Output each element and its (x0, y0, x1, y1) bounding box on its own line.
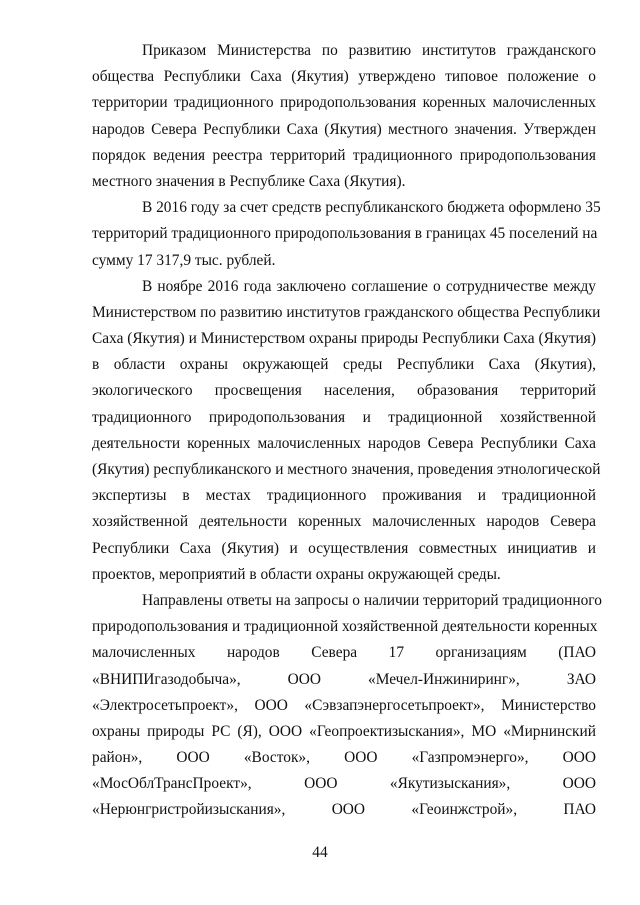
text-line: охраны природы РС (Я), ООО «Геопроектизыскания», МО «Мирнинский (92, 722, 596, 740)
text-line: В ноябре 2016 года заключено соглашение о сотрудничестве между (142, 277, 596, 295)
body-text (92, 38, 602, 824)
text-line: общества Республики Саха (Якутия) утверждено типовое положение о (92, 68, 596, 86)
text-line: местного значения в Республике Саха (Якутия). (92, 172, 406, 190)
text-line: хозяйственной деятельности коренных малочисленных народов Севера (92, 513, 596, 531)
text-line: Республики Саха (Якутия) и осуществления совместных инициатив и (92, 539, 596, 557)
text-line: «Электросетьпроект», ООО «Сэвзапэнергосетьпроект», Министерство (92, 696, 596, 714)
text-line: деятельности коренных малочисленных народов Севера Республики Саха (92, 434, 596, 452)
text-line: «ВНИПИгазодобыча», ООО «Мечел-Инжиниринг», ЗАО (92, 670, 596, 688)
text-line: «Нерюнгристройизыскания», ООО «Геоинжстрой», ПАО (92, 801, 596, 819)
text-line: малочисленных народов Севера 17 организациям (ПАО (92, 644, 596, 662)
text-line: сумму 17 317,9 тыс. рублей. (92, 251, 276, 269)
text-line: (Якутия) республиканского и местного значения, проведения этнологической (92, 461, 601, 478)
text-line: проектов, мероприятий в области охраны окружающей среды. (92, 565, 501, 583)
text-line: Приказом Министерства по развитию институтов гражданского (142, 42, 596, 59)
text-line: район», ООО «Восток», ООО «Газпромэнерго», ООО (92, 749, 596, 767)
page-number: 44 (312, 844, 328, 861)
text-line: экологического просвещения населения, образования территорий (92, 382, 596, 400)
text-line: природопользования и традиционной хозяйственной деятельности коренных (92, 618, 598, 636)
text-line: народов Севера Республики Саха (Якутия) местного значения. Утвержден (92, 120, 596, 138)
text-line: порядок ведения реестра территорий традиционного природопользования (92, 146, 596, 164)
text-line: В 2016 году за счет средств республиканского бюджета оформлено 35 (142, 199, 601, 217)
text-line: экспертизы в местах традиционного проживания и традиционной (92, 487, 596, 505)
text-line: в области охраны окружающей среды Республики Саха (Якутия), (92, 356, 596, 374)
text-line: «МосОблТрансПроект», ООО «Якутизыскания», ООО (92, 775, 596, 793)
text-line: Направлены ответы на запросы о наличии территорий традиционного (142, 591, 602, 609)
text-line: традиционного природопользования и традиционной хозяйственной (92, 408, 596, 426)
text-line: Саха (Якутия) и Министерством охраны природы Республики Саха (Якутия) (92, 330, 596, 348)
text-line: территорий традиционного природопользования в границах 45 поселений на (92, 225, 598, 243)
text-line: Министерством по развитию институтов гражданского общества Республики (92, 303, 601, 321)
text-line: территории традиционного природопользования коренных малочисленных (92, 94, 596, 112)
